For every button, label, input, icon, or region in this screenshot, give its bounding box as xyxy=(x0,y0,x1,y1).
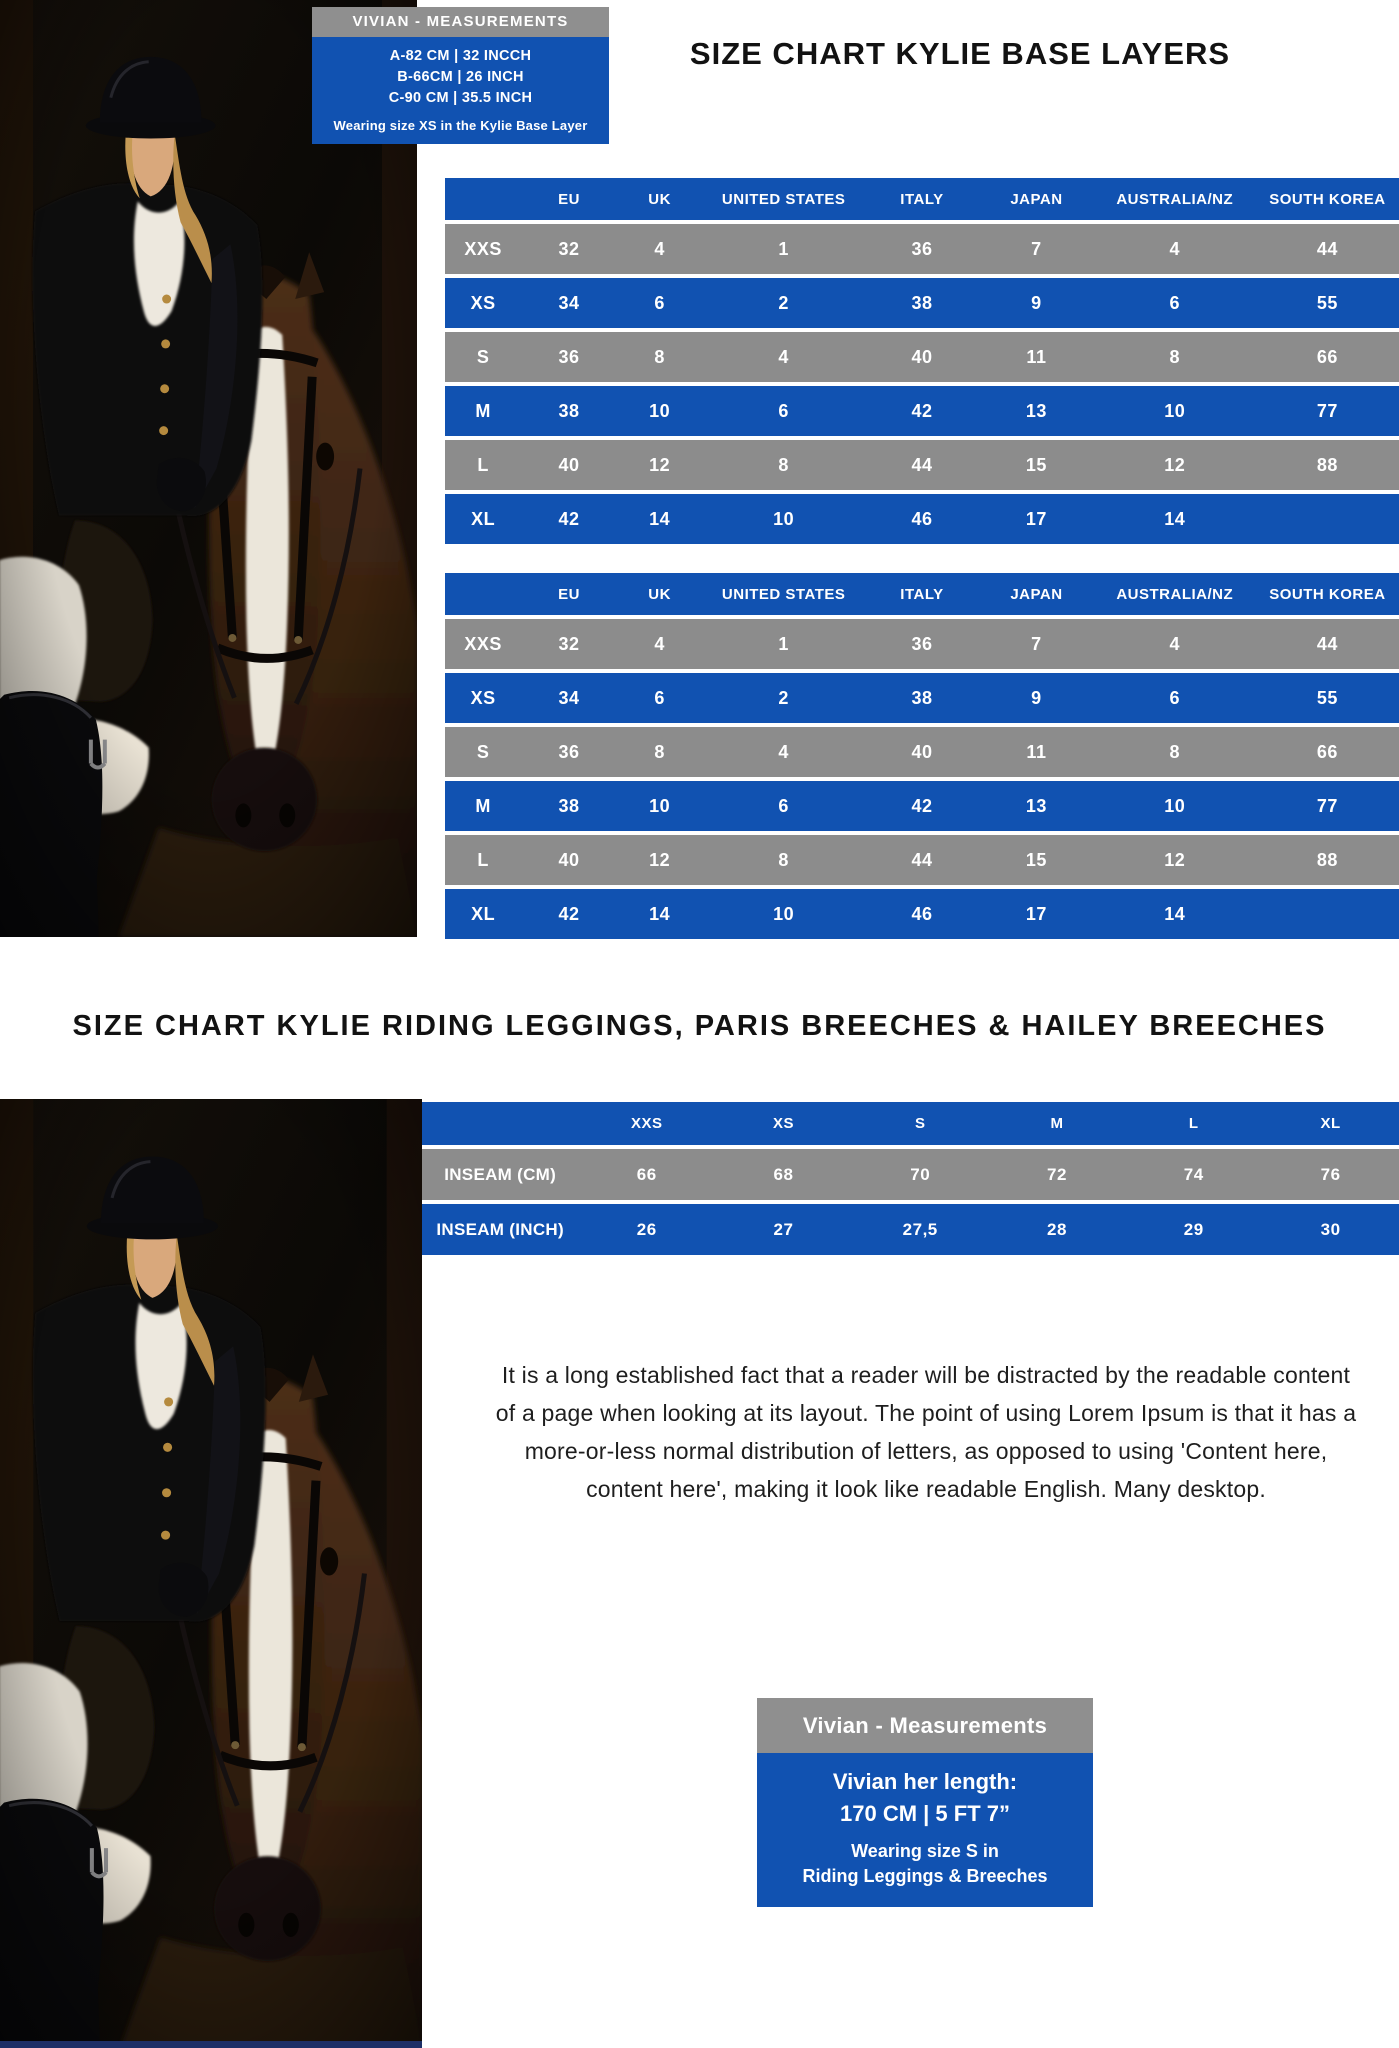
size-cell: 38 xyxy=(865,278,979,328)
measurements-box-bottom xyxy=(757,1698,1093,1907)
col-header-size xyxy=(445,178,521,220)
size-cell: 6 xyxy=(703,386,865,436)
col-header-uk: UK xyxy=(617,178,703,220)
size-cell: 17 xyxy=(979,494,1093,544)
size-row-xxs xyxy=(445,224,1399,274)
measurements-box-top-note: Wearing size XS in the Kylie Base Layer xyxy=(333,118,588,133)
size-row-xs xyxy=(445,278,1399,328)
size-cell: 6 xyxy=(617,278,703,328)
measurement-line-c: C-90 CM | 35.5 INCH xyxy=(388,90,533,106)
inseam-cell: 27 xyxy=(715,1204,852,1255)
size-row-xs xyxy=(445,673,1399,723)
size-cell: 13 xyxy=(979,781,1093,831)
length-value: 170 CM | 5 FT 7” xyxy=(840,1801,1010,1826)
size-label: L xyxy=(445,440,521,490)
col-header-eu: EU xyxy=(521,178,616,220)
col-header-size xyxy=(445,573,521,615)
size-cell: 88 xyxy=(1256,835,1399,885)
size-cell: 38 xyxy=(865,673,979,723)
size-cell: 8 xyxy=(703,440,865,490)
col-header-australia-nz: AUSTRALIA/NZ xyxy=(1094,573,1256,615)
equestrian-photo-bottom xyxy=(0,1099,422,2048)
size-cell: 40 xyxy=(521,440,616,490)
size-cell: 88 xyxy=(1256,440,1399,490)
inseam-cell: 27,5 xyxy=(852,1204,989,1255)
size-cell: 6 xyxy=(1094,278,1256,328)
size-cell: 46 xyxy=(865,889,979,939)
col-header-xxs: XXS xyxy=(578,1102,715,1145)
inseam-table-header-row xyxy=(422,1102,1399,1145)
size-label: S xyxy=(445,332,521,382)
size-cell: 66 xyxy=(1256,332,1399,382)
size-cell: 7 xyxy=(979,619,1093,669)
size-cell: 4 xyxy=(1094,224,1256,274)
size-label: XL xyxy=(445,494,521,544)
size-cell: 32 xyxy=(521,619,616,669)
size-cell: 4 xyxy=(1094,619,1256,669)
inseam-row-label: INSEAM (INCH) xyxy=(422,1204,578,1255)
size-label: S xyxy=(445,727,521,777)
size-cell: 6 xyxy=(1094,673,1256,723)
size-cell: 8 xyxy=(1094,727,1256,777)
size-cell: 42 xyxy=(865,386,979,436)
col-header-l: L xyxy=(1125,1102,1262,1145)
measurements-box-bottom-body xyxy=(757,1753,1093,1907)
inseam-row-inch xyxy=(422,1204,1399,1255)
inseam-table xyxy=(422,1098,1399,1259)
size-row-m xyxy=(445,386,1399,436)
measurement-line-a: A-82 CM | 32 INCCH xyxy=(389,48,532,64)
size-cell: 36 xyxy=(521,332,616,382)
col-header-italy: ITALY xyxy=(865,573,979,615)
length-label: Vivian her length: xyxy=(832,1769,1018,1794)
size-cell: 42 xyxy=(521,494,616,544)
size-cell: 8 xyxy=(703,835,865,885)
size-row-m xyxy=(445,781,1399,831)
wearing-size-note-line2: Riding Leggings & Breeches xyxy=(802,1866,1048,1886)
col-header-italy: ITALY xyxy=(865,178,979,220)
size-cell: 7 xyxy=(979,224,1093,274)
inseam-cell: 70 xyxy=(852,1149,989,1200)
size-table-international-2 xyxy=(445,569,1399,943)
size-cell: 1 xyxy=(703,224,865,274)
size-table-international-1 xyxy=(445,174,1399,548)
size-cell: 38 xyxy=(521,781,616,831)
inseam-cell: 74 xyxy=(1125,1149,1262,1200)
size-cell: 42 xyxy=(865,781,979,831)
size-cell: 2 xyxy=(703,278,865,328)
size-cell: 8 xyxy=(617,332,703,382)
inseam-row-cm xyxy=(422,1149,1399,1200)
size-table-2-header-row xyxy=(445,573,1399,615)
size-row-s xyxy=(445,727,1399,777)
measurements-box-top xyxy=(312,7,609,144)
size-cell: 4 xyxy=(617,224,703,274)
section2-title: SIZE CHART KYLIE RIDING LEGGINGS, PARIS BREECHES & HAILEY BREECHES xyxy=(72,1010,1327,1042)
inseam-cell: 76 xyxy=(1262,1149,1399,1200)
size-cell: 10 xyxy=(703,889,865,939)
size-cell xyxy=(1256,889,1399,939)
size-row-l xyxy=(445,835,1399,885)
size-cell: 10 xyxy=(1094,386,1256,436)
size-cell: 14 xyxy=(1094,494,1256,544)
inseam-cell: 29 xyxy=(1125,1204,1262,1255)
size-cell: 12 xyxy=(1094,440,1256,490)
col-header-south-korea: SOUTH KOREA xyxy=(1256,178,1399,220)
measurement-line-b: B-66CM | 26 INCH xyxy=(397,69,524,85)
section1-title: SIZE CHART KYLIE BASE LAYERS xyxy=(689,36,1231,71)
size-cell: 32 xyxy=(521,224,616,274)
measurements-box-top-body xyxy=(312,37,609,144)
size-cell: 55 xyxy=(1256,278,1399,328)
inseam-row-label: INSEAM (CM) xyxy=(422,1149,578,1200)
size-label: L xyxy=(445,835,521,885)
size-cell: 44 xyxy=(865,440,979,490)
size-cell: 11 xyxy=(979,727,1093,777)
col-header-united-states: UNITED STATES xyxy=(703,573,865,615)
col-header-m: M xyxy=(989,1102,1126,1145)
size-cell: 14 xyxy=(617,889,703,939)
size-row-s xyxy=(445,332,1399,382)
inseam-cell: 28 xyxy=(989,1204,1126,1255)
size-cell: 4 xyxy=(703,727,865,777)
size-cell: 8 xyxy=(1094,332,1256,382)
size-cell: 17 xyxy=(979,889,1093,939)
size-row-xxs xyxy=(445,619,1399,669)
inseam-cell: 72 xyxy=(989,1149,1126,1200)
size-cell: 40 xyxy=(865,332,979,382)
size-cell: 15 xyxy=(979,835,1093,885)
size-cell: 55 xyxy=(1256,673,1399,723)
size-cell: 8 xyxy=(617,727,703,777)
size-cell: 38 xyxy=(521,386,616,436)
size-cell: 4 xyxy=(703,332,865,382)
size-cell: 66 xyxy=(1256,727,1399,777)
size-cell: 12 xyxy=(617,440,703,490)
col-header-uk: UK xyxy=(617,573,703,615)
inseam-cell: 30 xyxy=(1262,1204,1399,1255)
col-header-south-korea: SOUTH KOREA xyxy=(1256,573,1399,615)
wearing-size-note-line1: Wearing size S in xyxy=(851,1841,999,1861)
size-cell: 2 xyxy=(703,673,865,723)
col-header-xs: XS xyxy=(715,1102,852,1145)
size-cell: 10 xyxy=(1094,781,1256,831)
size-cell: 44 xyxy=(1256,224,1399,274)
size-cell: 10 xyxy=(703,494,865,544)
measurements-box-bottom-title: Vivian - Measurements xyxy=(757,1698,1093,1753)
size-label: XXS xyxy=(445,619,521,669)
size-cell: 9 xyxy=(979,673,1093,723)
size-cell: 12 xyxy=(617,835,703,885)
size-cell: 34 xyxy=(521,673,616,723)
size-cell: 6 xyxy=(617,673,703,723)
col-header-s: S xyxy=(852,1102,989,1145)
size-cell: 6 xyxy=(703,781,865,831)
size-cell: 34 xyxy=(521,278,616,328)
wearing-size-note xyxy=(765,1839,1085,1889)
size-cell: 40 xyxy=(865,727,979,777)
col-header-australia-nz: AUSTRALIA/NZ xyxy=(1094,178,1256,220)
measurements-box-top-title: VIVIAN - MEASUREMENTS xyxy=(312,7,609,37)
size-cell: 4 xyxy=(617,619,703,669)
size-cell: 40 xyxy=(521,835,616,885)
size-cell: 13 xyxy=(979,386,1093,436)
col-header-japan: JAPAN xyxy=(979,178,1093,220)
size-label: M xyxy=(445,386,521,436)
size-cell: 14 xyxy=(617,494,703,544)
size-row-xl xyxy=(445,494,1399,544)
size-cell: 15 xyxy=(979,440,1093,490)
size-cell: 44 xyxy=(1256,619,1399,669)
col-header-eu: EU xyxy=(521,573,616,615)
size-table-1-header-row xyxy=(445,178,1399,220)
size-cell: 12 xyxy=(1094,835,1256,885)
size-cell xyxy=(1256,494,1399,544)
size-cell: 36 xyxy=(521,727,616,777)
size-label: M xyxy=(445,781,521,831)
col-header-xl: XL xyxy=(1262,1102,1399,1145)
size-cell: 77 xyxy=(1256,781,1399,831)
photo-bottom-border xyxy=(0,2041,422,2048)
size-row-xl xyxy=(445,889,1399,939)
inseam-cell: 66 xyxy=(578,1149,715,1200)
col-header-japan: JAPAN xyxy=(979,573,1093,615)
size-label: XS xyxy=(445,673,521,723)
equestrian-photo-bottom-image xyxy=(0,1099,422,2048)
size-cell: 46 xyxy=(865,494,979,544)
size-cell: 11 xyxy=(979,332,1093,382)
size-cell: 10 xyxy=(617,781,703,831)
size-cell: 42 xyxy=(521,889,616,939)
size-cell: 10 xyxy=(617,386,703,436)
inseam-cell: 26 xyxy=(578,1204,715,1255)
size-row-l xyxy=(445,440,1399,490)
size-cell: 9 xyxy=(979,278,1093,328)
size-cell: 14 xyxy=(1094,889,1256,939)
size-label: XXS xyxy=(445,224,521,274)
inseam-cell: 68 xyxy=(715,1149,852,1200)
col-header-united-states: UNITED STATES xyxy=(703,178,865,220)
intro-paragraph: It is a long established fact that a reader will be distracted by the readable content of a page when looking at its layout. The point of using Lorem Ipsum is that it has a more-or-less normal distribution of letters, as opposed to using 'Content here, content here', making it look like readable English. Many desktop. xyxy=(495,1362,1357,1502)
size-cell: 77 xyxy=(1256,386,1399,436)
col-header-blank xyxy=(422,1102,578,1145)
size-cell: 44 xyxy=(865,835,979,885)
size-label: XL xyxy=(445,889,521,939)
size-cell: 1 xyxy=(703,619,865,669)
size-label: XS xyxy=(445,278,521,328)
size-cell: 36 xyxy=(865,619,979,669)
size-cell: 36 xyxy=(865,224,979,274)
